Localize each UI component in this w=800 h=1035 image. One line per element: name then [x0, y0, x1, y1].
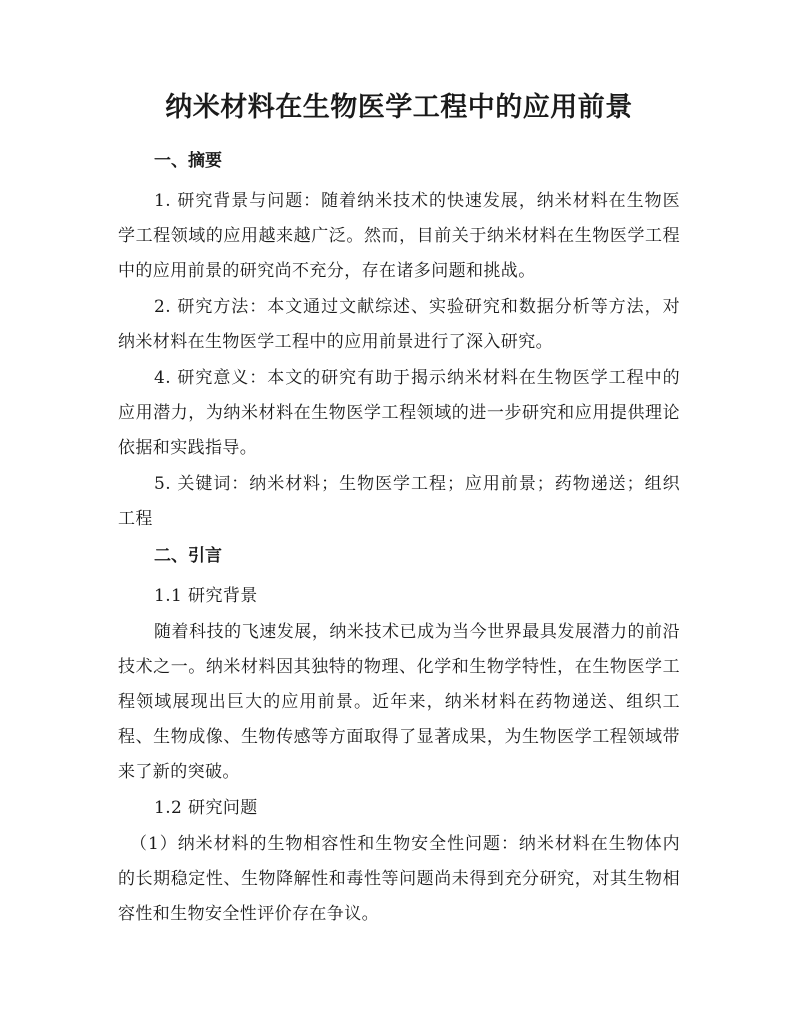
intro-subheading-background: 1.1 研究背景	[154, 586, 258, 606]
intro-paragraph-background: 随着科技的飞速发展，纳米技术已成为当今世界最具发展潜力的前沿技术之一。纳米材料因其独特的物理、化学和生物学特性，在生物医学工程领域展现出巨大的应用前景。近年来，纳米材料在药物递送、组织工程、生物成像、生物传感等方面取得了显著成果，为生物医学工程领域带来了新的突破。	[118, 622, 680, 782]
intro-paragraph-question-1: （1）纳米材料的生物相容性和生物安全性问题：纳米材料在生物体内的长期稳定性、生物降解性和毒性等问题尚未得到充分研究，对其生物相容性和生物安全性评价存在争议。	[118, 834, 680, 924]
abstract-heading: 一、摘要	[154, 151, 222, 171]
intro-subheading-questions: 1.2 研究问题	[154, 798, 258, 818]
abstract-paragraph-significance: 4. 研究意义：本文的研究有助于揭示纳米材料在生物医学工程中的应用潜力，为纳米材料在生物医学工程领域的进一步研究和应用提供理论依据和实践指导。	[118, 368, 680, 458]
intro-heading: 二、引言	[154, 546, 222, 566]
document-title: 纳米材料在生物医学工程中的应用前景	[165, 92, 633, 123]
abstract-paragraph-methods: 2. 研究方法：本文通过文献综述、实验研究和数据分析等方法，对纳米材料在生物医学工程中的应用前景进行了深入研究。	[118, 297, 680, 352]
abstract-paragraph-background: 1. 研究背景与问题：随着纳米技术的快速发展，纳米材料在生物医学工程领域的应用越来越广泛。然而，目前关于纳米材料在生物医学工程中的应用前景的研究尚不充分，存在诸多问题和挑战。	[118, 191, 680, 281]
abstract-paragraph-keywords: 5. 关键词：纳米材料；生物医学工程；应用前景；药物递送；组织工程	[118, 474, 680, 529]
